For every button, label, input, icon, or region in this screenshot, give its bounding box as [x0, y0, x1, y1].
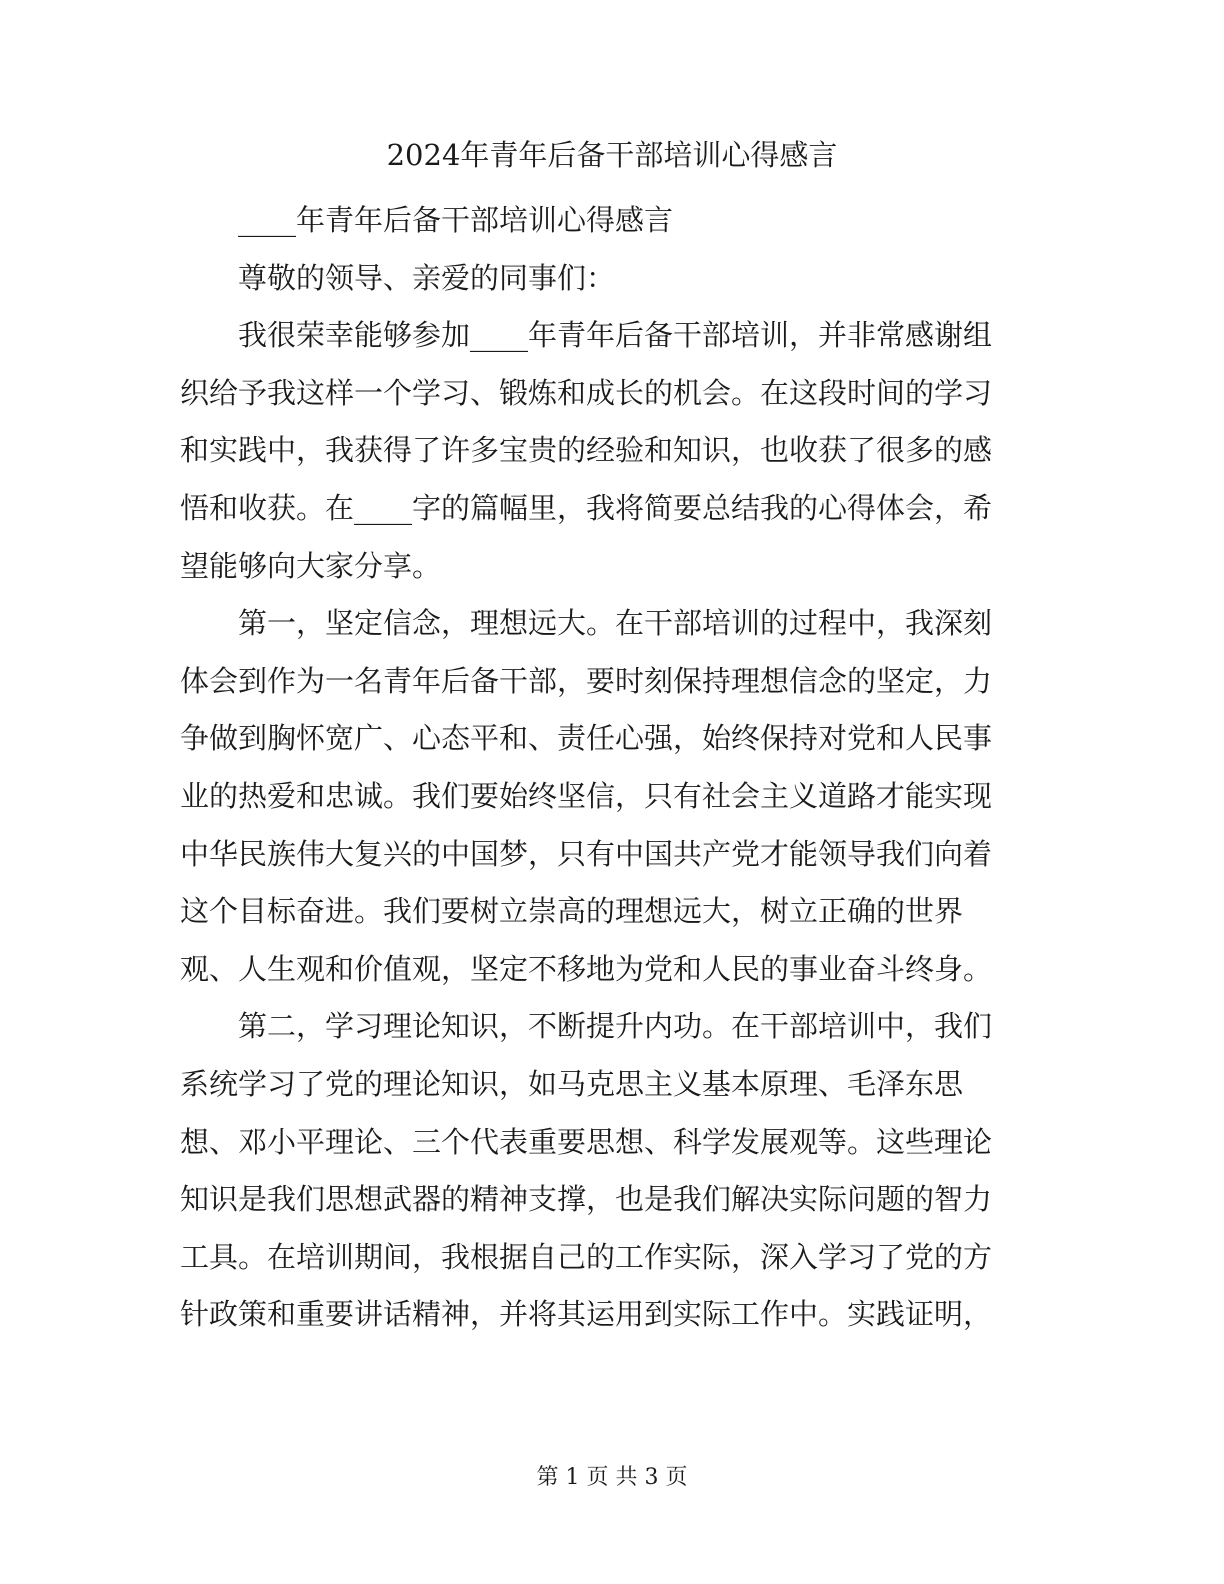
text-line: 观、人生观和价值观，坚定不移地为党和人民的事业奋斗终身。: [180, 951, 993, 986]
paragraph-intro: [180, 307, 1030, 595]
text-line: 第一，坚定信念，理想远大。在干部培训的过程中，我深刻: [238, 606, 993, 641]
paragraph-subtitle: [180, 192, 1030, 250]
text-line: 尊敬的领导、亲爱的同事们：: [238, 260, 616, 295]
text-line: 针政策和重要讲话精神，并将其运用到实际工作中。实践证明，: [180, 1297, 993, 1332]
text-line: 中华民族伟大复兴的中国梦，只有中国共产党才能领导我们向着: [180, 836, 993, 871]
text-line: 业的热爱和忠诚。我们要始终坚信，只有社会主义道路才能实现: [180, 778, 993, 813]
page-number-footer: 第 1 页 共 3 页: [536, 1465, 688, 1490]
text-line: 织给予我这样一个学习、锻炼和成长的机会。在这段时间的学习: [180, 375, 993, 410]
text-line: 工具。在培训期间，我根据自己的工作实际，深入学习了党的方: [180, 1239, 993, 1274]
paragraph-second-point: [180, 998, 1030, 1344]
text-line: 想、邓小平理论、三个代表重要思想、科学发展观等。这些理论: [180, 1124, 993, 1159]
text-line: ____年青年后备干部培训心得感言: [238, 203, 674, 237]
document-title: 2024年青年后备干部培训心得感言: [386, 138, 838, 172]
text-line: 和实践中，我获得了许多宝贵的经验和知识，也收获了很多的感: [180, 433, 993, 468]
text-line: 望能够向大家分享。: [180, 548, 442, 583]
text-line: 我很荣幸能够参加____年青年后备干部培训，并非常感谢组: [238, 318, 993, 353]
text-line: 这个目标奋进。我们要树立崇高的理想远大，树立正确的世界: [180, 894, 964, 929]
text-line: 争做到胸怀宽广、心态平和、责任心强，始终保持对党和人民事: [180, 721, 993, 756]
text-line: 体会到作为一名青年后备干部，要时刻保持理想信念的坚定，力: [180, 663, 993, 698]
paragraph-first-point: [180, 595, 1030, 998]
text-line: 第二，学习理论知识，不断提升内功。在干部培训中，我们: [238, 1009, 993, 1044]
text-line: 知识是我们思想武器的精神支撑，也是我们解决实际问题的智力: [180, 1182, 993, 1217]
paragraph-salutation: [180, 250, 1030, 308]
text-line: 系统学习了党的理论知识，如马克思主义基本原理、毛泽东思: [180, 1066, 964, 1101]
document-body: [180, 192, 1030, 1344]
text-line: 悟和收获。在____字的篇幅里，我将简要总结我的心得体会，希: [180, 490, 993, 525]
